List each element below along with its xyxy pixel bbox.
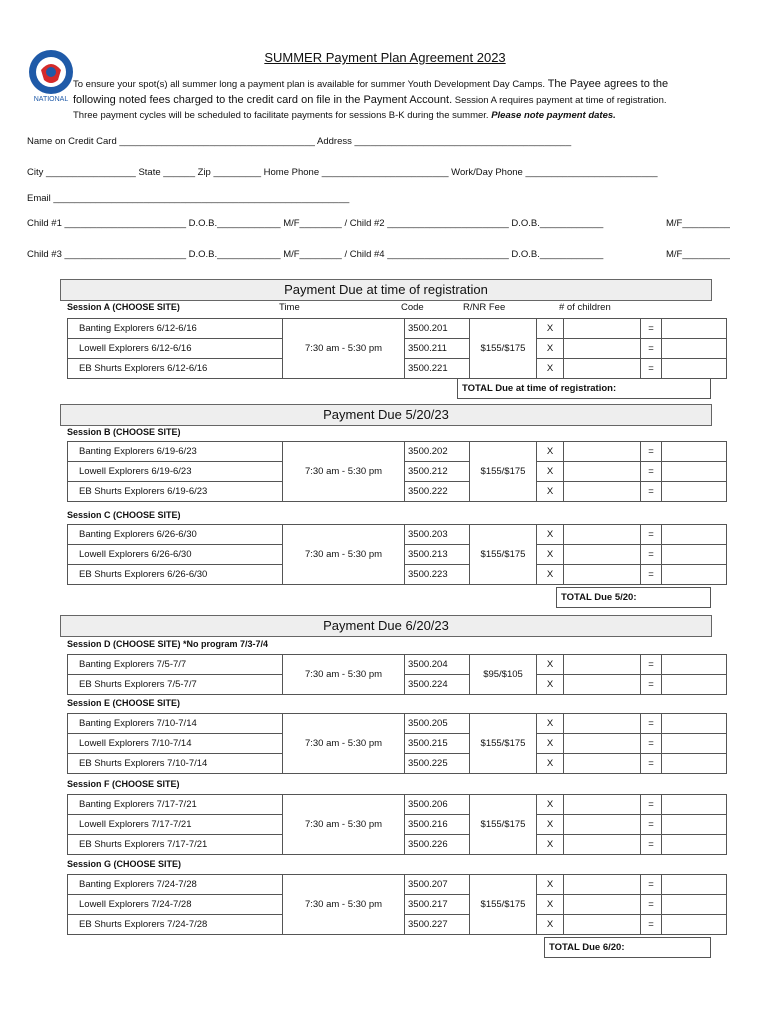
times-symbol: X bbox=[537, 895, 564, 915]
children-count-input[interactable] bbox=[564, 875, 641, 895]
equals-symbol: = bbox=[641, 714, 662, 734]
children-count-input[interactable] bbox=[564, 462, 641, 482]
program-code: 3500.205 bbox=[405, 714, 470, 734]
row-total-input[interactable] bbox=[662, 875, 727, 895]
equals-symbol: = bbox=[641, 675, 662, 695]
row-total-input[interactable] bbox=[662, 482, 727, 502]
row-total-input[interactable] bbox=[662, 895, 727, 915]
children-count-input[interactable] bbox=[564, 815, 641, 835]
intro-line-1: To ensure your spot(s) all summer long a payment plan is available for summer Youth Development Day Camps. The Payee agrees to the bbox=[73, 78, 669, 90]
program-code: 3500.216 bbox=[405, 815, 470, 835]
children-count-input[interactable] bbox=[564, 565, 641, 585]
child-3-4-field-row[interactable]: Child #3 _______________________ D.O.B.____________ M/F________ / Child #4 _______________________ D.O.B.____________ bbox=[27, 249, 604, 260]
program-code: 3500.221 bbox=[405, 359, 470, 379]
equals-symbol: = bbox=[641, 545, 662, 565]
children-count-input[interactable] bbox=[564, 754, 641, 774]
session-time: 7:30 am - 5:30 pm bbox=[283, 319, 405, 379]
times-symbol: X bbox=[537, 815, 564, 835]
session-fee: $155/$175 bbox=[470, 442, 537, 502]
equals-symbol: = bbox=[641, 795, 662, 815]
intro-line-2: following noted fees charged to the credit card on file in the Payment Account. Session A requires payment at time of registration. bbox=[73, 94, 667, 106]
row-total-input[interactable] bbox=[662, 754, 727, 774]
row-total-input[interactable] bbox=[662, 915, 727, 935]
program-code: 3500.203 bbox=[405, 525, 470, 545]
times-symbol: X bbox=[537, 339, 564, 359]
children-count-input[interactable] bbox=[564, 734, 641, 754]
session-fee: $155/$175 bbox=[470, 795, 537, 855]
session-e-label: Session E (CHOOSE SITE) bbox=[67, 698, 181, 708]
times-symbol: X bbox=[537, 565, 564, 585]
row-total-input[interactable] bbox=[662, 565, 727, 585]
row-total-input[interactable] bbox=[662, 795, 727, 815]
children-count-input[interactable] bbox=[564, 895, 641, 915]
site-name: Banting Explorers 6/12-6/16 bbox=[68, 319, 283, 339]
row-total-input[interactable] bbox=[662, 319, 727, 339]
program-code: 3500.212 bbox=[405, 462, 470, 482]
row-total-input[interactable] bbox=[662, 525, 727, 545]
table-row bbox=[68, 795, 727, 815]
equals-symbol: = bbox=[641, 319, 662, 339]
children-count-input[interactable] bbox=[564, 442, 641, 462]
page-title: SUMMER Payment Plan Agreement 2023 bbox=[264, 50, 506, 65]
total-june[interactable]: TOTAL Due 6/20: bbox=[544, 937, 711, 958]
times-symbol: X bbox=[537, 915, 564, 935]
section-heading-june: Payment Due 6/20/23 bbox=[60, 615, 712, 637]
session-g-label: Session G (CHOOSE SITE) bbox=[67, 859, 182, 869]
row-total-input[interactable] bbox=[662, 655, 727, 675]
column-header-code: Code bbox=[401, 302, 424, 313]
times-symbol: X bbox=[537, 545, 564, 565]
total-registration[interactable]: TOTAL Due at time of registration: bbox=[457, 378, 711, 399]
site-name: EB Shurts Explorers 6/26-6/30 bbox=[68, 565, 283, 585]
svg-text:NATIONAL: NATIONAL bbox=[33, 96, 69, 103]
times-symbol: X bbox=[537, 835, 564, 855]
session-fee: $155/$175 bbox=[470, 525, 537, 585]
session-fee: $95/$105 bbox=[470, 655, 537, 695]
equals-symbol: = bbox=[641, 915, 662, 935]
program-code: 3500.215 bbox=[405, 734, 470, 754]
program-code: 3500.225 bbox=[405, 754, 470, 774]
times-symbol: X bbox=[537, 795, 564, 815]
children-count-input[interactable] bbox=[564, 525, 641, 545]
credit-card-name-field[interactable]: Name on Credit Card _____________________________________ Address _________________________________________ bbox=[27, 136, 572, 147]
site-name: EB Shurts Explorers 7/24-7/28 bbox=[68, 915, 283, 935]
session-d-table bbox=[67, 654, 727, 695]
row-total-input[interactable] bbox=[662, 835, 727, 855]
session-f-label: Session F (CHOOSE SITE) bbox=[67, 779, 180, 789]
row-total-input[interactable] bbox=[662, 359, 727, 379]
column-header-time: Time bbox=[279, 302, 300, 313]
contact-field-row[interactable]: City _________________ State ______ Zip _________ Home Phone ________________________ Work/Day Phone _________________________ bbox=[27, 167, 658, 178]
program-code: 3500.202 bbox=[405, 442, 470, 462]
times-symbol: X bbox=[537, 754, 564, 774]
session-d-label: Session D (CHOOSE SITE) *No program 7/3-7/4 bbox=[67, 639, 269, 649]
site-name: Lowell Explorers 7/24-7/28 bbox=[68, 895, 283, 915]
equals-symbol: = bbox=[641, 835, 662, 855]
session-fee: $155/$175 bbox=[470, 319, 537, 379]
table-row bbox=[68, 319, 727, 339]
session-b-table bbox=[67, 441, 727, 502]
session-c-table bbox=[67, 524, 727, 585]
children-count-input[interactable] bbox=[564, 795, 641, 815]
session-fee: $155/$175 bbox=[470, 875, 537, 935]
equals-symbol: = bbox=[641, 442, 662, 462]
row-total-input[interactable] bbox=[662, 714, 727, 734]
equals-symbol: = bbox=[641, 482, 662, 502]
session-b-label: Session B (CHOOSE SITE) bbox=[67, 427, 181, 437]
site-name: Lowell Explorers 7/17-7/21 bbox=[68, 815, 283, 835]
column-header-fee: R/NR Fee bbox=[463, 302, 506, 313]
table-row bbox=[68, 525, 727, 545]
children-count-input[interactable] bbox=[564, 545, 641, 565]
row-total-input[interactable] bbox=[662, 675, 727, 695]
session-c-label: Session C (CHOOSE SITE) bbox=[67, 510, 181, 520]
equals-symbol: = bbox=[641, 734, 662, 754]
equals-symbol: = bbox=[641, 754, 662, 774]
session-a-label: Session A (CHOOSE SITE) bbox=[67, 302, 180, 312]
session-time: 7:30 am - 5:30 pm bbox=[283, 442, 405, 502]
equals-symbol: = bbox=[641, 462, 662, 482]
program-code: 3500.227 bbox=[405, 915, 470, 935]
site-name: Banting Explorers 7/24-7/28 bbox=[68, 875, 283, 895]
child-4-gender-field[interactable]: M/F_________ bbox=[666, 249, 730, 260]
times-symbol: X bbox=[537, 525, 564, 545]
times-symbol: X bbox=[537, 714, 564, 734]
children-count-input[interactable] bbox=[564, 339, 641, 359]
times-symbol: X bbox=[537, 319, 564, 339]
program-code: 3500.223 bbox=[405, 565, 470, 585]
session-time: 7:30 am - 5:30 pm bbox=[283, 795, 405, 855]
times-symbol: X bbox=[537, 359, 564, 379]
times-symbol: X bbox=[537, 675, 564, 695]
row-total-input[interactable] bbox=[662, 734, 727, 754]
session-time: 7:30 am - 5:30 pm bbox=[283, 655, 405, 695]
equals-symbol: = bbox=[641, 359, 662, 379]
site-name: Lowell Explorers 7/10-7/14 bbox=[68, 734, 283, 754]
site-name: Banting Explorers 7/5-7/7 bbox=[68, 655, 283, 675]
site-name: EB Shurts Explorers 6/19-6/23 bbox=[68, 482, 283, 502]
program-code: 3500.226 bbox=[405, 835, 470, 855]
table-row bbox=[68, 875, 727, 895]
session-g-table bbox=[67, 874, 727, 935]
equals-symbol: = bbox=[641, 815, 662, 835]
row-total-input[interactable] bbox=[662, 545, 727, 565]
children-count-input[interactable] bbox=[564, 319, 641, 339]
section-heading-may: Payment Due 5/20/23 bbox=[60, 404, 712, 426]
times-symbol: X bbox=[537, 734, 564, 754]
times-symbol: X bbox=[537, 482, 564, 502]
session-e-table bbox=[67, 713, 727, 774]
program-code: 3500.204 bbox=[405, 655, 470, 675]
equals-symbol: = bbox=[641, 875, 662, 895]
row-total-input[interactable] bbox=[662, 815, 727, 835]
site-name: Banting Explorers 6/26-6/30 bbox=[68, 525, 283, 545]
children-count-input[interactable] bbox=[564, 835, 641, 855]
session-f-table bbox=[67, 794, 727, 855]
session-time: 7:30 am - 5:30 pm bbox=[283, 525, 405, 585]
site-name: Banting Explorers 6/19-6/23 bbox=[68, 442, 283, 462]
session-fee: $155/$175 bbox=[470, 714, 537, 774]
site-name: Banting Explorers 7/10-7/14 bbox=[68, 714, 283, 734]
children-count-input[interactable] bbox=[564, 675, 641, 695]
site-name: EB Shurts Explorers 7/17-7/21 bbox=[68, 835, 283, 855]
total-may[interactable]: TOTAL Due 5/20: bbox=[556, 587, 711, 608]
program-code: 3500.211 bbox=[405, 339, 470, 359]
site-name: EB Shurts Explorers 7/5-7/7 bbox=[68, 675, 283, 695]
children-count-input[interactable] bbox=[564, 359, 641, 379]
times-symbol: X bbox=[537, 442, 564, 462]
row-total-input[interactable] bbox=[662, 339, 727, 359]
column-header-children: # of children bbox=[559, 302, 611, 313]
program-code: 3500.224 bbox=[405, 675, 470, 695]
children-count-input[interactable] bbox=[564, 482, 641, 502]
site-name: Lowell Explorers 6/26-6/30 bbox=[68, 545, 283, 565]
equals-symbol: = bbox=[641, 655, 662, 675]
site-name: Banting Explorers 7/17-7/21 bbox=[68, 795, 283, 815]
equals-symbol: = bbox=[641, 339, 662, 359]
table-row bbox=[68, 442, 727, 462]
program-code: 3500.206 bbox=[405, 795, 470, 815]
children-count-input[interactable] bbox=[564, 655, 641, 675]
site-name: EB Shurts Explorers 6/12-6/16 bbox=[68, 359, 283, 379]
session-time: 7:30 am - 5:30 pm bbox=[283, 875, 405, 935]
row-total-input[interactable] bbox=[662, 442, 727, 462]
row-total-input[interactable] bbox=[662, 462, 727, 482]
children-count-input[interactable] bbox=[564, 714, 641, 734]
equals-symbol: = bbox=[641, 565, 662, 585]
child-1-2-field-row[interactable]: Child #1 _______________________ D.O.B.____________ M/F________ / Child #2 _______________________ D.O.B.____________ bbox=[27, 218, 604, 229]
site-name: EB Shurts Explorers 7/10-7/14 bbox=[68, 754, 283, 774]
times-symbol: X bbox=[537, 655, 564, 675]
equals-symbol: = bbox=[641, 895, 662, 915]
times-symbol: X bbox=[537, 462, 564, 482]
program-code: 3500.222 bbox=[405, 482, 470, 502]
program-code: 3500.213 bbox=[405, 545, 470, 565]
table-row bbox=[68, 655, 727, 675]
section-heading-registration: Payment Due at time of registration bbox=[60, 279, 712, 301]
equals-symbol: = bbox=[641, 525, 662, 545]
program-code: 3500.217 bbox=[405, 895, 470, 915]
email-field[interactable]: Email ________________________________________________________ bbox=[27, 193, 350, 204]
table-row bbox=[68, 714, 727, 734]
program-code: 3500.207 bbox=[405, 875, 470, 895]
program-code: 3500.201 bbox=[405, 319, 470, 339]
times-symbol: X bbox=[537, 875, 564, 895]
children-count-input[interactable] bbox=[564, 915, 641, 935]
session-a-table bbox=[67, 318, 727, 379]
child-2-gender-field[interactable]: M/F_________ bbox=[666, 218, 730, 229]
session-time: 7:30 am - 5:30 pm bbox=[283, 714, 405, 774]
site-name: Lowell Explorers 6/12-6/16 bbox=[68, 339, 283, 359]
site-name: Lowell Explorers 6/19-6/23 bbox=[68, 462, 283, 482]
intro-line-3: Three payment cycles will be scheduled to facilitate payments for sessions B-K during the summer. Please note payment dates. bbox=[73, 110, 616, 121]
